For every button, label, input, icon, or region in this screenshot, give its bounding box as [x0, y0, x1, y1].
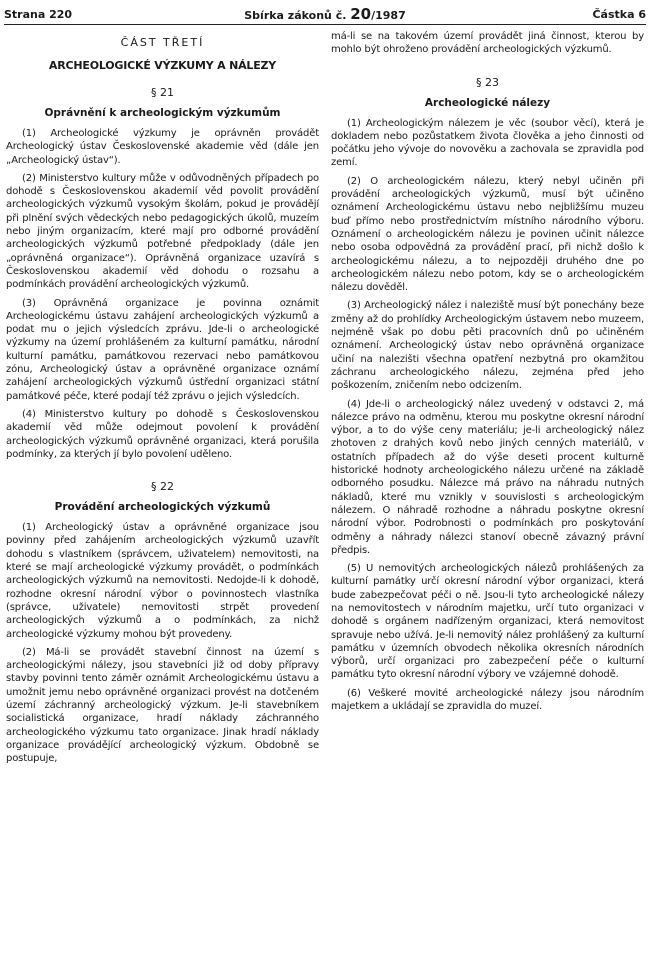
- section-22-paragraph: (1) Archeologický ústav a oprávněné organizace jsou povinny před zahájením archeologických výzkumů uzavřít dohodu s vlastníkem (správcem, uživatelem) nemovitosti, na které se mají archeologické výzkumy provádět, o podmínkách archeologických výzkumů na nemovitosti. Nedojde-li k dohodě, rozhodne okresní národní výbor o povinnostech vlastníka (správce, uživatele) nemovitosti strpět provedení archeologických výzkumů a o podmínkách, za nichž archeologické výzkumy mohou být provedeny.: [6, 522, 319, 640]
- page-header: [4, 5, 646, 23]
- part-subtitle: ARCHEOLOGICKÉ VÝZKUMY A NÁLEZY: [48, 59, 277, 72]
- section-21-title: Oprávnění k archeologickým výzkumům: [44, 107, 281, 119]
- section-21-paragraph: (4) Ministerstvo kultury po dohodě s Československou akademií věd může odejmout povolení k provádění archeologických výzkumů oprávněné organizaci, která porušila podmínky, za kterých jí bylo povolení uděleno.: [6, 408, 319, 460]
- section-22-title: Provádění archeologických výzkumů: [54, 501, 271, 514]
- section-21-paragraph: (1) Archeologické výzkumy je oprávněn provádět Archeologický ústav Československé akademie věd (dále jen „Archeologický ústav“).: [6, 128, 319, 166]
- section-22-number: § 22: [151, 480, 174, 494]
- section-23-paragraph: (5) U nemovitých archeologických nálezů prohlášených za kulturní památky určí okresní národní výbor organizaci, která bude zabezpečovat péči o ně. Jsou-li tyto archeologické nálezy na nemovitostech v národním majetku, určí tuto organizaci v dohodě s orgánem nadřízeným organizaci, která nemovitost spravuje nebo užívá. Je-li nemovitý nález prohlášený za kulturní památku v územních obvodech několika okresních národních výborů, určí organizaci pro zabezpečení péče o kulturní památku tyto okresní národní výbory ve vzájemné dohodě.: [331, 563, 644, 681]
- law-year: /1987: [371, 9, 406, 22]
- section-23-paragraph: (1) Archeologickým nálezem je věc (soubor věcí), která je dokladem nebo pozůstatkem života člověka a jeho činnosti od počátku jeho vývoje do novověku a zachovala se zpravidla pod zemí.: [331, 117, 644, 169]
- issue-number: Částka 6: [592, 7, 646, 21]
- section-23-paragraph: (3) Archeologický nález i naleziště musí být ponechány beze změny až do prohlídky Archeologickým ústavem nebo muzeem, nejméně však po dobu pěti pracovních dnů po učiněném oznámení. Archeologický ústav nebo oprávněná organizace učiní na nalezišti všechna opatření nezbytná pro okamžitou záchranu archeologického nálezu, zejména před jeho poškozením, zničením nebo odcizením.: [331, 300, 644, 392]
- section-23-number: § 23: [476, 75, 499, 89]
- section-22-continuation: má-li se na takovém území provádět jiná činnost, kterou by mohlo být ohroženo provádění archeologických výzkumů.: [331, 31, 644, 56]
- page-number: Strana 220: [4, 7, 73, 21]
- right-column: [331, 30, 644, 713]
- collection-name: Sbírka zákonů č.: [244, 9, 351, 22]
- section-22-paragraph: (2) Má-li se provádět stavební činnost na území s archeologickými nálezy, jsou stavebníci již od doby přípravy stavby povinni tento záměr oznámit Archeologickému ústavu a umožnit jemu nebo oprávněné organizaci provést na dotčeném území záchranný archeologický výzkum. Je-li stavebníkem socialistická organizace, hradí náklady záchranného archeologického výzkumu tato organizace. Jinak hradí náklady organizace provádějící archeologický výzkum. Obdobně se postupuje,: [6, 646, 319, 765]
- collection-title: [4, 5, 646, 23]
- section-21-paragraph: (2) Ministerstvo kultury může v odůvodněných případech po dohodě s Československou akademií věd povolit provádění archeologických výzkumů vysokým školám, pokud je provádějí při plnění svých vědeckých nebo pedagogických úkolů, muzeím nebo jiným organizacím, které mají pro odborné provádění archeologických výzkumů potřebné předpoklady (dále jen „oprávněná organizace“). Oprávněná organizace uzavírá s Československou akademií věd dohodu o rozsahu a podmínkách provádění archeologických výzkumů.: [6, 172, 319, 291]
- section-23-paragraph: (6) Veškeré movité archeologické nálezy jsou národním majetkem a ukládají se zpravidla do muzeí.: [331, 687, 644, 713]
- section-21-number: § 21: [151, 86, 174, 99]
- law-number: 20: [350, 5, 372, 23]
- section-21-paragraph: (3) Oprávněná organizace je povinna oznámit Archeologickému ústavu zahájení archeologických výzkumů a podat mu o jejich výsledcích zprávu. Jde-li o archeologické výzkumy na území prohlášeném za kulturní památku, národní kulturní památku, památkovou rezervaci nebo památkovou zónu, Archeologický ústav a oprávněné organizace oznámí zahájení archeologických výzkumů ústřední organizaci státní památkové péče, které podají též zprávu o jejich výsledcích.: [6, 297, 319, 402]
- section-23-paragraph: (4) Jde-li o archeologický nález uvedený v odstavci 2, má nálezce právo na odměnu, kterou mu poskytne okresní národní výbor, a to do výše ceny materiálu; je-li archeologický nález zhotoven z drahých kovů nebo jiných cenných materiálů, v ostatních případech až do výše deseti procent kulturně historické hodnoty archeologického nálezu určené na základě odborného posudku. Nálezce má právo na náhradu nutných nákladů, které mu vznikly v souvislosti s archeologickým nálezem. O náhradě rozhodne a náhradu poskytne okresní národní výbor. Podrobnosti o podmínkách pro poskytování odměny a náhrady nálezci stanoví obecně závazný právní předpis.: [331, 398, 644, 556]
- left-column: [6, 30, 319, 765]
- section-23-title: Archeologické nálezy: [424, 96, 551, 109]
- section-23-paragraph: (2) O archeologickém nálezu, který nebyl učiněn při provádění archeologických výzkumů, musí být učiněno oznámení Archeologickému ústavu nebo nejbližšímu muzeu buď přímo nebo prostřednictvím místního národního výboru. Oznámení o archeologickém nálezu je povinen učinit nálezce nebo osoba odpovědná za provádění prací, při nichž došlo k archeologickému nálezu, a to nejpozději druhého dne po archeologickém nálezu nebo potom, kdy se o archeologickém nálezu dověděl.: [331, 175, 644, 294]
- header-rule: [4, 24, 646, 25]
- part-title: ČÁST TŘETÍ: [120, 36, 205, 49]
